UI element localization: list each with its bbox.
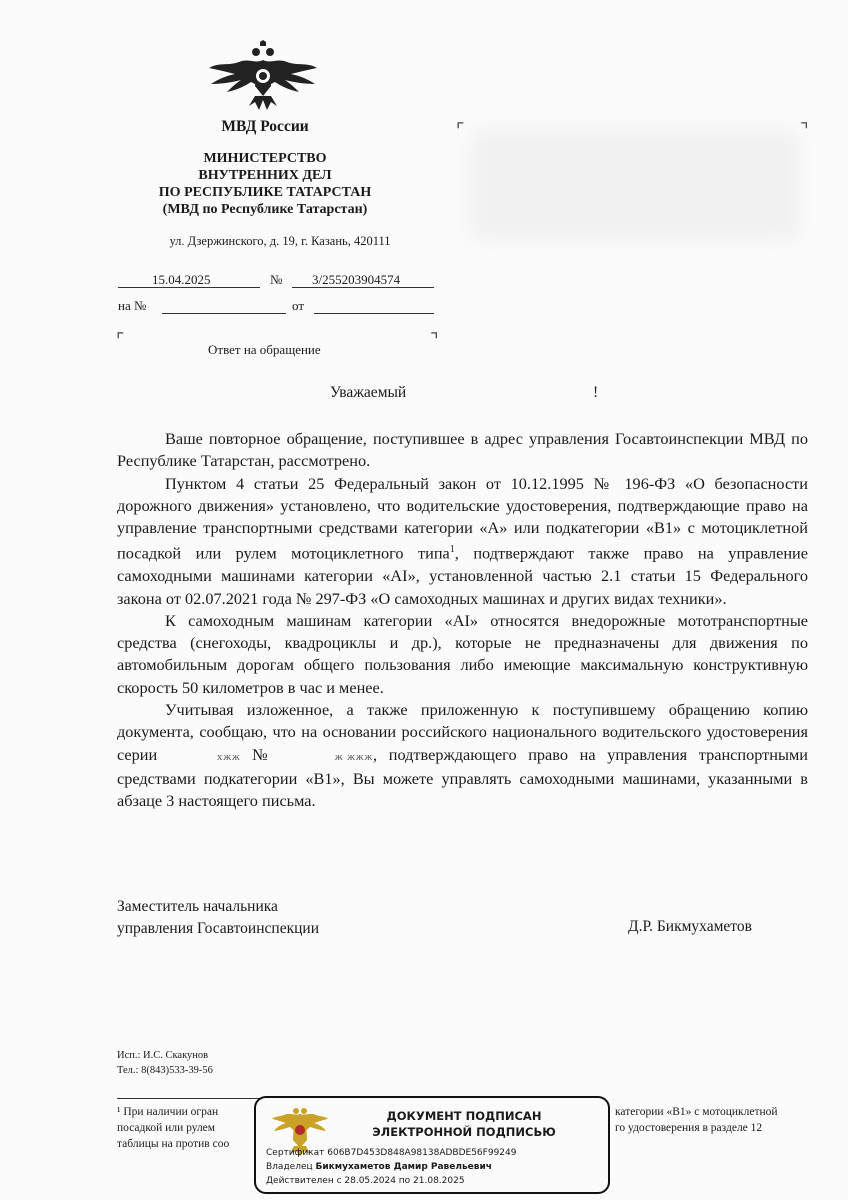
signer-title — [117, 896, 319, 940]
salutation: Уважаемый — [330, 384, 407, 401]
from-underline — [314, 313, 434, 314]
cert-label: Сертификат — [266, 1148, 325, 1158]
paragraph-2-part-b: , подтверждают также право на управление самоходными машинами категории «AI», установленной частью 2.1 статьи 15 Федерального закона от 02.07.2021 года № 297-ФЗ «О самоходных машинах и других видах техники». — [117, 543, 808, 608]
executor-phone: Тел.: 8(843)533-39-56 — [117, 1065, 213, 1076]
footnote-right — [615, 1104, 815, 1136]
org-name-line: ВНУТРЕННИХ ДЕЛ — [198, 168, 332, 183]
footnote-line: ¹ При наличии огран — [117, 1106, 219, 1118]
license-number-redacted: ж жжж — [334, 750, 374, 763]
subject-bracket-right: ⌝ — [430, 330, 439, 351]
paragraph-3: К самоходным машинам категории «AI» относятся внедорожные мототранспортные средства (снегоходы, квадроциклы и др.), которые не предназначены для движения по автомобильным дорогам общего пользования либо имеющие максимальную конструктивную скорость 50 километров в час и менее. — [117, 610, 808, 697]
e-signature-stamp — [254, 1096, 610, 1194]
org-name-line: ПО РЕСПУБЛИКЕ ТАТАРСТАН — [158, 185, 372, 200]
owner-label: Владелец — [266, 1162, 313, 1172]
date-underline — [118, 287, 260, 288]
addressee-bracket-left: ⌜ — [456, 120, 465, 141]
footnote-line: таблицы на против соо — [117, 1138, 230, 1150]
paragraph-2-part-a: Пунктом 4 статьи 25 Федеральный закон от 10.12.1995 № 196-ФЗ «О безопасности дорожного движения» установлено, что водительские удостоверения, подтверждающие право на управление транспортными средствами категории «А» или подкатегории «В1» с мотоциклетной посадкой или рулем мотоциклетного типа — [117, 473, 808, 563]
from-label: от — [292, 298, 305, 313]
reference-label: на № — [118, 298, 147, 313]
registration-date: 15.04.2025 — [152, 272, 211, 287]
footnote-line: го удостоверения в разделе 12 — [615, 1122, 763, 1134]
signer-title-line: управления Госавтоинспекции — [117, 920, 319, 937]
org-address: ул. Дзержинского, д. 19, г. Казань, 420111 — [169, 234, 391, 248]
cert-value: 606B7D453D848A98138ADBDE56F99249 — [327, 1148, 517, 1158]
reference-underline — [162, 313, 286, 314]
footnote-line: посадкой или рулем — [117, 1122, 216, 1134]
addressee-redacted-area — [470, 130, 800, 240]
org-full-name — [115, 150, 415, 218]
addressee-bracket-right: ⌝ — [800, 120, 809, 141]
paragraph-4-part-a: Учитывая изложенное, а также приложенную к поступившему обращению копию документа, сообщаю, что на основании российского национального водительского удостоверения серии — [117, 699, 808, 764]
footnote-line: категории «В1» с мотоциклетной — [615, 1106, 778, 1118]
mvd-eagle-emblem-icon — [205, 40, 321, 112]
org-short-name: МВД России — [221, 118, 309, 135]
paragraph-4 — [117, 699, 808, 812]
stamp-owner — [266, 1162, 492, 1172]
signer-name: Д.Р. Бикмухаметов — [628, 918, 752, 935]
stamp-validity: Действителен с 28.05.2024 по 21.08.2025 — [266, 1176, 465, 1186]
stamp-certificate — [266, 1148, 516, 1158]
stamp-title-line: ЭЛЕКТРОННОЙ ПОДПИСЬЮ — [372, 1125, 556, 1139]
stamp-title — [336, 1108, 592, 1140]
subject-bracket-left: ⌜ — [116, 330, 125, 351]
registration-number-label: № — [270, 272, 283, 287]
footnote-left — [117, 1104, 262, 1152]
salutation-end: ! — [593, 384, 599, 401]
executor-info — [117, 1048, 213, 1078]
footnote-separator — [117, 1098, 277, 1099]
paragraph-2 — [117, 473, 808, 610]
stamp-title-line: ДОКУМЕНТ ПОДПИСАН — [386, 1109, 542, 1123]
footnote-ref: 1 — [449, 544, 455, 556]
number-underline — [292, 287, 434, 288]
owner-value: Бикмухаметов Дамир Равельевич — [315, 1162, 492, 1172]
letter-body — [117, 428, 808, 812]
org-name-line: МИНИСТЕРСТВО — [203, 151, 327, 166]
registration-number: 3/255203904574 — [312, 272, 401, 287]
paragraph-1: Ваше повторное обращение, поступившее в адрес управления Госавтоинспекции МВД по Республике Татарстан, рассмотрено. — [117, 429, 808, 471]
paragraph-4-part-b: , подтверждающего право на управления транспортными средствами подкатегории «В1», Вы можете управлять самоходными машинами, указанными в абзаце 3 настоящего письма. — [117, 744, 808, 811]
signer-title-line: Заместитель начальника — [117, 898, 278, 915]
subject-line: Ответ на обращение — [208, 342, 321, 357]
license-number-sign: № — [252, 744, 276, 764]
org-name-line: (МВД по Республике Татарстан) — [162, 202, 368, 217]
license-series-redacted: хжж — [216, 750, 241, 763]
executor-name: Исп.: И.С. Скакунов — [117, 1050, 209, 1061]
